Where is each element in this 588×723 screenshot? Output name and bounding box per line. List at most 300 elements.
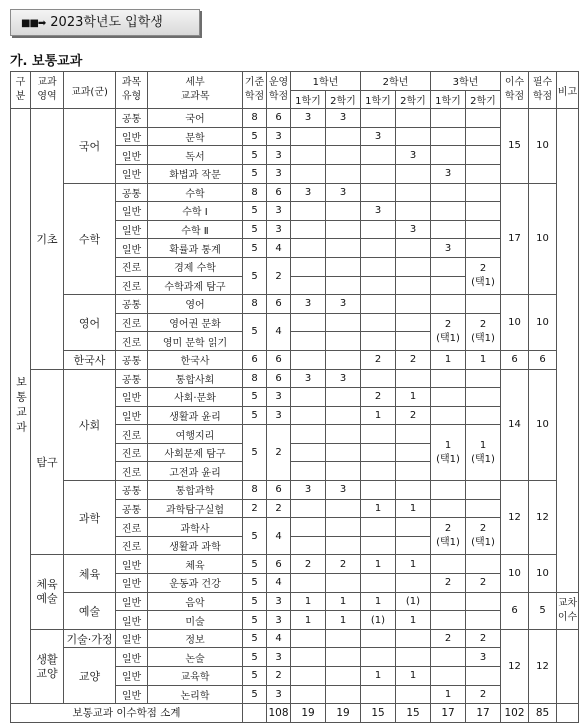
table-cell [243,704,267,723]
table-cell [326,350,361,369]
table-cell: 일반 [116,574,148,593]
subject-group-label: 과학 [64,481,116,555]
table-cell: 4 [267,574,291,593]
table-cell [466,220,501,239]
table-cell [431,481,466,500]
table-cell: 12 [529,481,557,555]
arrow-icon: ■■➡ [21,18,46,29]
table-cell [291,443,326,462]
table-cell: 1 [361,555,396,574]
header-subject-group: 교과(군) [64,72,116,109]
table-cell [431,648,466,667]
table-cell [396,629,431,648]
table-cell: 2 [431,629,466,648]
table-cell [326,388,361,407]
table-cell: 12 [501,629,529,703]
table-cell [361,462,396,481]
table-cell [326,313,361,332]
table-cell: 일반 [116,685,148,704]
table-cell: 6 [267,109,291,128]
table-row [11,629,579,648]
table-cell [396,462,431,481]
table-cell: 2 [267,499,291,518]
header-remarks: 비고 [557,72,579,109]
table-cell [431,220,466,239]
table-cell [326,536,361,555]
table-cell: (1) [361,611,396,630]
table-cell [431,295,466,314]
table-cell [466,611,501,630]
table-cell [361,648,396,667]
table-cell: 19 [291,704,326,723]
table-cell: 1 [361,592,396,611]
subject-group-label: 체육 [64,555,116,592]
table-cell: 4 [267,313,291,350]
table-cell [326,332,361,351]
table-cell: 영어권 문화 [148,313,243,332]
table-cell [291,518,326,537]
table-cell: 6 [501,350,529,369]
table-cell [396,648,431,667]
table-cell: 6 [267,295,291,314]
table-cell: 진로 [116,462,148,481]
area-label: 기초 [31,109,64,369]
table-cell [431,388,466,407]
table-cell: 수학과제 탐구 [148,276,243,295]
table-cell [361,518,396,537]
table-cell: 2 [267,257,291,294]
table-cell: 102 [501,704,529,723]
table-cell: 3 [291,369,326,388]
table-cell: 2 [267,667,291,686]
table-cell [557,704,579,723]
table-cell [396,257,431,276]
table-cell [466,406,501,425]
table-cell: 진로 [116,313,148,332]
table-cell [291,425,326,444]
table-cell [431,667,466,686]
table-cell: 일반 [116,406,148,425]
table-cell: 1 [466,350,501,369]
table-cell [396,127,431,146]
table-cell [361,313,396,332]
table-cell: 여행지리 [148,425,243,444]
table-cell [291,313,326,332]
group-label: 보통교과 [11,109,31,704]
table-cell: 15 [396,704,431,723]
table-cell: 3 [466,648,501,667]
table-cell: 10 [529,369,557,481]
table-cell: 8 [243,481,267,500]
table-cell: 3 [326,183,361,202]
header-sem: 1학기 [361,90,396,109]
table-cell: 6 [267,350,291,369]
table-cell: 1 [291,592,326,611]
table-cell: 15 [361,704,396,723]
table-cell: 음악 [148,592,243,611]
table-cell [361,443,396,462]
table-cell: 5 [243,592,267,611]
table-cell [466,295,501,314]
table-cell: 진로 [116,518,148,537]
table-cell [291,202,326,221]
table-cell [291,350,326,369]
table-cell: 10 [529,295,557,351]
table-cell: 일반 [116,667,148,686]
table-cell [396,574,431,593]
header-base-credit: 기준 학점 [243,72,267,109]
table-cell [466,667,501,686]
table-cell: 5 [243,611,267,630]
table-cell: 5 [243,220,267,239]
summary-label: 보통교과 이수학점 소계 [11,704,243,723]
table-cell: 6 [267,369,291,388]
table-cell [466,146,501,165]
table-cell [291,276,326,295]
table-row [11,555,579,574]
table-cell [326,499,361,518]
table-row [11,350,579,369]
table-cell: 2 [267,425,291,481]
table-cell [291,127,326,146]
table-cell: 8 [243,295,267,314]
table-cell [431,109,466,128]
table-cell: 생활과 과학 [148,536,243,555]
table-cell: 진로 [116,425,148,444]
table-cell: 10 [529,183,557,295]
table-row [11,183,579,202]
table-cell: 17 [501,183,529,295]
header-sem: 2학기 [466,90,501,109]
table-cell: 일반 [116,202,148,221]
table-cell: 일반 [116,164,148,183]
table-cell: 1 [396,611,431,630]
table-cell [396,518,431,537]
table-cell [396,276,431,295]
subject-group-label: 영어 [64,295,116,351]
table-cell: 3 [267,406,291,425]
section-title: 가. 보통교과 [10,54,83,69]
table-cell: 2 [361,388,396,407]
subject-group-label: 국어 [64,109,116,183]
cohort-label: 2023학년도 입학생 [50,15,163,30]
table-cell [326,406,361,425]
table-cell: 3 [326,481,361,500]
header-area: 교과 영역 [31,72,64,109]
header-op-credit: 운영 학점 [267,72,291,109]
table-cell: 12 [501,481,529,555]
table-cell: 3 [267,611,291,630]
header-group: 구 분 [11,72,31,109]
table-cell: 공통 [116,350,148,369]
table-cell: 5 [243,388,267,407]
table-cell: 3 [396,146,431,165]
table-cell [466,481,501,500]
header-grade3: 3학년 [431,72,501,91]
table-cell: 5 [243,425,267,481]
table-cell [326,164,361,183]
table-cell: 5 [243,257,267,294]
table-cell: 국어 [148,109,243,128]
area-label: 탐구 [31,369,64,555]
table-cell [466,239,501,258]
table-cell: 3 [267,127,291,146]
table-cell: 10 [529,555,557,592]
table-cell [431,555,466,574]
table-cell: 2 [361,350,396,369]
table-cell [291,388,326,407]
table-cell [361,183,396,202]
header-detail: 세부 교과목 [148,72,243,109]
table-cell: 사회문제 탐구 [148,443,243,462]
table-cell [431,183,466,202]
table-cell [291,462,326,481]
subject-group-label: 예술 [64,592,116,629]
table-cell: 수학 Ⅱ [148,220,243,239]
table-cell [361,164,396,183]
table-cell: 5 [243,313,267,350]
elective-cell: 2 (택1) [466,518,501,555]
table-cell [291,685,326,704]
table-cell: 공통 [116,183,148,202]
table-cell: (1) [396,592,431,611]
table-cell: 2 [396,350,431,369]
table-cell [326,257,361,276]
table-cell: 6 [267,555,291,574]
table-cell: 3 [431,239,466,258]
table-cell: 일반 [116,146,148,165]
table-cell [361,574,396,593]
table-cell: 10 [501,555,529,592]
table-cell: 3 [267,685,291,704]
table-cell [291,239,326,258]
table-cell: 진로 [116,257,148,276]
table-cell [361,220,396,239]
table-cell: 3 [267,164,291,183]
table-cell: 5 [529,592,557,629]
header-sem: 1학기 [431,90,466,109]
table-cell [431,592,466,611]
table-cell: 일반 [116,388,148,407]
table-cell [326,276,361,295]
table-cell: 공통 [116,295,148,314]
table-cell: 5 [243,127,267,146]
table-cell [466,127,501,146]
table-cell: 85 [529,704,557,723]
table-cell: 3 [267,146,291,165]
table-cell [291,629,326,648]
table-cell: 5 [243,164,267,183]
table-cell: 6 [529,350,557,369]
table-cell: 과학탐구실험 [148,499,243,518]
header-grade1: 1학년 [291,72,361,91]
table-cell [291,257,326,276]
table-cell [361,685,396,704]
table-cell: 2 [466,574,501,593]
table-cell: 1 [361,499,396,518]
table-cell [326,574,361,593]
header-sem: 2학기 [326,90,361,109]
table-cell: 1 [361,667,396,686]
area-label: 체육 예술 [31,555,64,629]
table-cell [431,146,466,165]
table-cell [431,257,466,276]
table-cell [326,629,361,648]
table-cell: 5 [243,648,267,667]
table-cell: 8 [243,183,267,202]
table-cell: 3 [361,127,396,146]
table-cell: 1 [431,685,466,704]
table-cell [466,555,501,574]
table-cell: 확률과 통계 [148,239,243,258]
table-cell: 진로 [116,536,148,555]
table-cell: 5 [243,574,267,593]
table-cell: 6 [243,350,267,369]
table-cell: 4 [267,239,291,258]
table-cell: 통합사회 [148,369,243,388]
table-cell: 일반 [116,555,148,574]
table-cell: 1 [396,388,431,407]
table-cell: 5 [243,518,267,555]
table-cell: 3 [291,109,326,128]
table-cell [396,443,431,462]
table-cell: 5 [243,202,267,221]
elective-cell: 1 (택1) [466,425,501,481]
table-cell: 3 [326,109,361,128]
table-cell: 2 [396,406,431,425]
table-cell [431,127,466,146]
table-cell [396,202,431,221]
table-cell: 3 [361,202,396,221]
elective-cell: 1 (택1) [431,425,466,481]
table-cell: 공통 [116,369,148,388]
table-cell [291,164,326,183]
table-cell: 공통 [116,109,148,128]
table-cell: 5 [243,406,267,425]
table-cell: 5 [243,685,267,704]
table-cell [361,369,396,388]
table-cell: 17 [466,704,501,723]
table-cell: 진로 [116,443,148,462]
table-cell [466,164,501,183]
table-cell [326,220,361,239]
table-cell [291,648,326,667]
table-cell [396,183,431,202]
table-cell: 6 [267,481,291,500]
table-cell: 체육 [148,555,243,574]
table-cell [431,369,466,388]
table-cell: 8 [243,109,267,128]
table-cell: 일반 [116,611,148,630]
table-cell: 1 [291,611,326,630]
table-cell [396,481,431,500]
table-cell: 6 [267,183,291,202]
table-cell: 공통 [116,481,148,500]
table-row [11,295,579,314]
table-cell: 5 [243,667,267,686]
table-cell [431,406,466,425]
table-cell [396,109,431,128]
table-cell: 2 [466,629,501,648]
table-cell: 5 [243,239,267,258]
table-cell: 사회·문화 [148,388,243,407]
table-cell: 1 [326,611,361,630]
table-cell: 1 [431,350,466,369]
table-cell: 영미 문학 읽기 [148,332,243,351]
table-cell: 3 [291,295,326,314]
table-cell: 일반 [116,127,148,146]
table-cell [361,536,396,555]
table-row [11,369,579,388]
table-cell: 3 [396,220,431,239]
table-cell: 문학 [148,127,243,146]
elective-cell: 2 (택1) [431,313,466,350]
subject-group-label: 한국사 [64,350,116,369]
table-cell: 1 [396,667,431,686]
table-cell: 6 [501,592,529,629]
table-cell [326,667,361,686]
table-cell: 5 [243,555,267,574]
table-cell [326,425,361,444]
table-cell [291,574,326,593]
table-cell: 10 [529,109,557,183]
table-row [11,109,579,128]
table-cell: 수학 Ⅰ [148,202,243,221]
table-cell: 5 [243,629,267,648]
table-cell [431,276,466,295]
table-cell: 경제 수학 [148,257,243,276]
table-cell: 15 [501,109,529,183]
elective-cell: 2 (택1) [431,518,466,555]
table-cell [291,406,326,425]
table-cell: 2 [326,555,361,574]
table-cell: 2 [243,499,267,518]
table-cell: 수학 [148,183,243,202]
header-total: 이수 학점 [501,72,529,109]
header-type: 과목 유형 [116,72,148,109]
table-cell: 2 [431,574,466,593]
table-cell [466,592,501,611]
table-cell [396,164,431,183]
table-cell [557,629,579,703]
table-cell [466,183,501,202]
table-cell [431,611,466,630]
table-cell: 미술 [148,611,243,630]
table-cell: 8 [243,369,267,388]
table-cell [361,629,396,648]
table-cell: 과학사 [148,518,243,537]
header-sem: 2학기 [396,90,431,109]
table-cell [466,202,501,221]
table-cell: 3 [291,183,326,202]
area-label: 생활 교양 [31,629,64,703]
table-cell: 1 [396,499,431,518]
header-grade2: 2학년 [361,72,431,91]
table-cell: 4 [267,518,291,555]
table-cell: 통합과학 [148,481,243,500]
table-header [11,72,579,109]
table-row [11,481,579,500]
table-cell [326,462,361,481]
table-cell: 3 [431,164,466,183]
table-cell [361,257,396,276]
table-cell: 10 [501,295,529,351]
table-cell [291,536,326,555]
table-cell: 3 [267,388,291,407]
table-cell [361,276,396,295]
table-body [11,109,579,723]
table-cell [326,239,361,258]
